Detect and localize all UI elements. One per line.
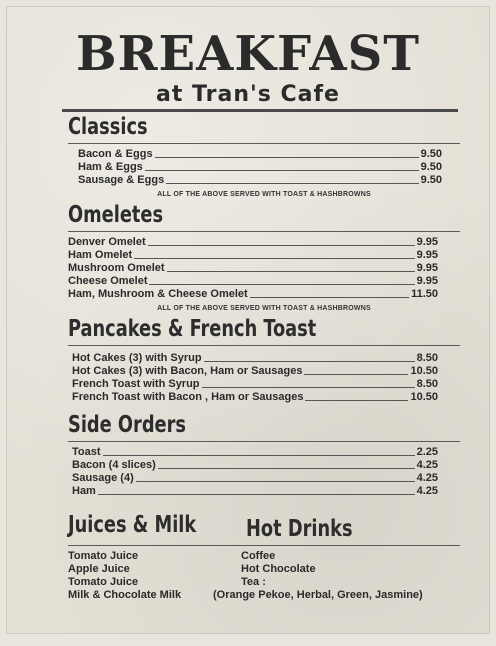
list-item: Tea : [241,576,266,588]
list-item: Coffee [241,550,276,562]
juices-list [68,550,181,602]
menu-page [6,6,490,634]
menu-title: BREAKFAST [76,26,420,82]
menu-item: Hot Cakes (3) with Bacon, Ham or Sausages 10.50 [72,365,438,377]
classics-section [68,116,460,198]
pancakes-divider [68,345,460,346]
list-item: Milk & Chocolate Milk [68,589,182,601]
list-item: Hot Chocolate [241,563,316,575]
pancakes-section [68,318,460,404]
menu-item: Toast 2.25 [72,446,438,458]
sides-heading: Side Orders [68,412,187,438]
classics-note: ALL OF THE ABOVE SERVED WITH TOAST & HASHBROWNS [157,191,371,198]
menu-item: French Toast with Syrup 8.50 [72,378,438,390]
omeletes-list [68,236,460,301]
menu-item: Ham, Mushroom & Cheese Omelet 11.50 [68,288,438,300]
omeletes-heading: Omeletes [68,202,164,228]
menu-subtitle: at Tran's Cafe [156,82,340,107]
sides-section [68,414,460,498]
list-item: Tomato Juice [68,550,139,562]
menu-item: French Toast with Bacon , Ham or Sausages 10.50 [72,391,438,403]
omeletes-section [68,204,460,312]
drinks-divider [68,545,460,546]
sides-divider [68,441,460,442]
menu-item: Mushroom Omelet 9.95 [68,262,438,274]
classics-divider [68,143,460,144]
menu-item: Hot Cakes (3) with Syrup 8.50 [72,352,438,364]
juices-heading: Juices & Milk [68,512,197,538]
list-item: Tomato Juice [68,576,139,588]
menu-item: Sausage & Eggs 9.50 [78,174,442,186]
list-item: Apple Juice [68,563,130,575]
menu-item: Bacon & Eggs 9.50 [78,148,442,160]
menu-item: Ham & Eggs 9.50 [78,161,442,173]
menu-item: Sausage (4) 4.25 [72,472,438,484]
hot-drinks-heading: Hot Drinks [246,516,353,542]
hot-drinks-list [213,550,423,602]
omeletes-note: ALL OF THE ABOVE SERVED WITH TOAST & HASHBROWNS [157,305,371,312]
sides-list [68,446,460,498]
menu-item: Cheese Omelet 9.95 [68,275,438,287]
classics-list [68,148,460,187]
menu-item: Bacon (4 slices) 4.25 [72,459,438,471]
list-item: (Orange Pekoe, Herbal, Green, Jasmine) [213,589,423,601]
menu-item: Denver Omelet 9.95 [68,236,438,248]
classics-heading: Classics [68,114,148,140]
pancakes-heading: Pancakes & French Toast [68,316,317,342]
menu-item: Ham 4.25 [72,485,438,497]
title-divider [62,109,458,112]
omeletes-divider [68,231,460,232]
menu-item: Ham Omelet 9.95 [68,249,438,261]
pancakes-list [68,352,460,404]
